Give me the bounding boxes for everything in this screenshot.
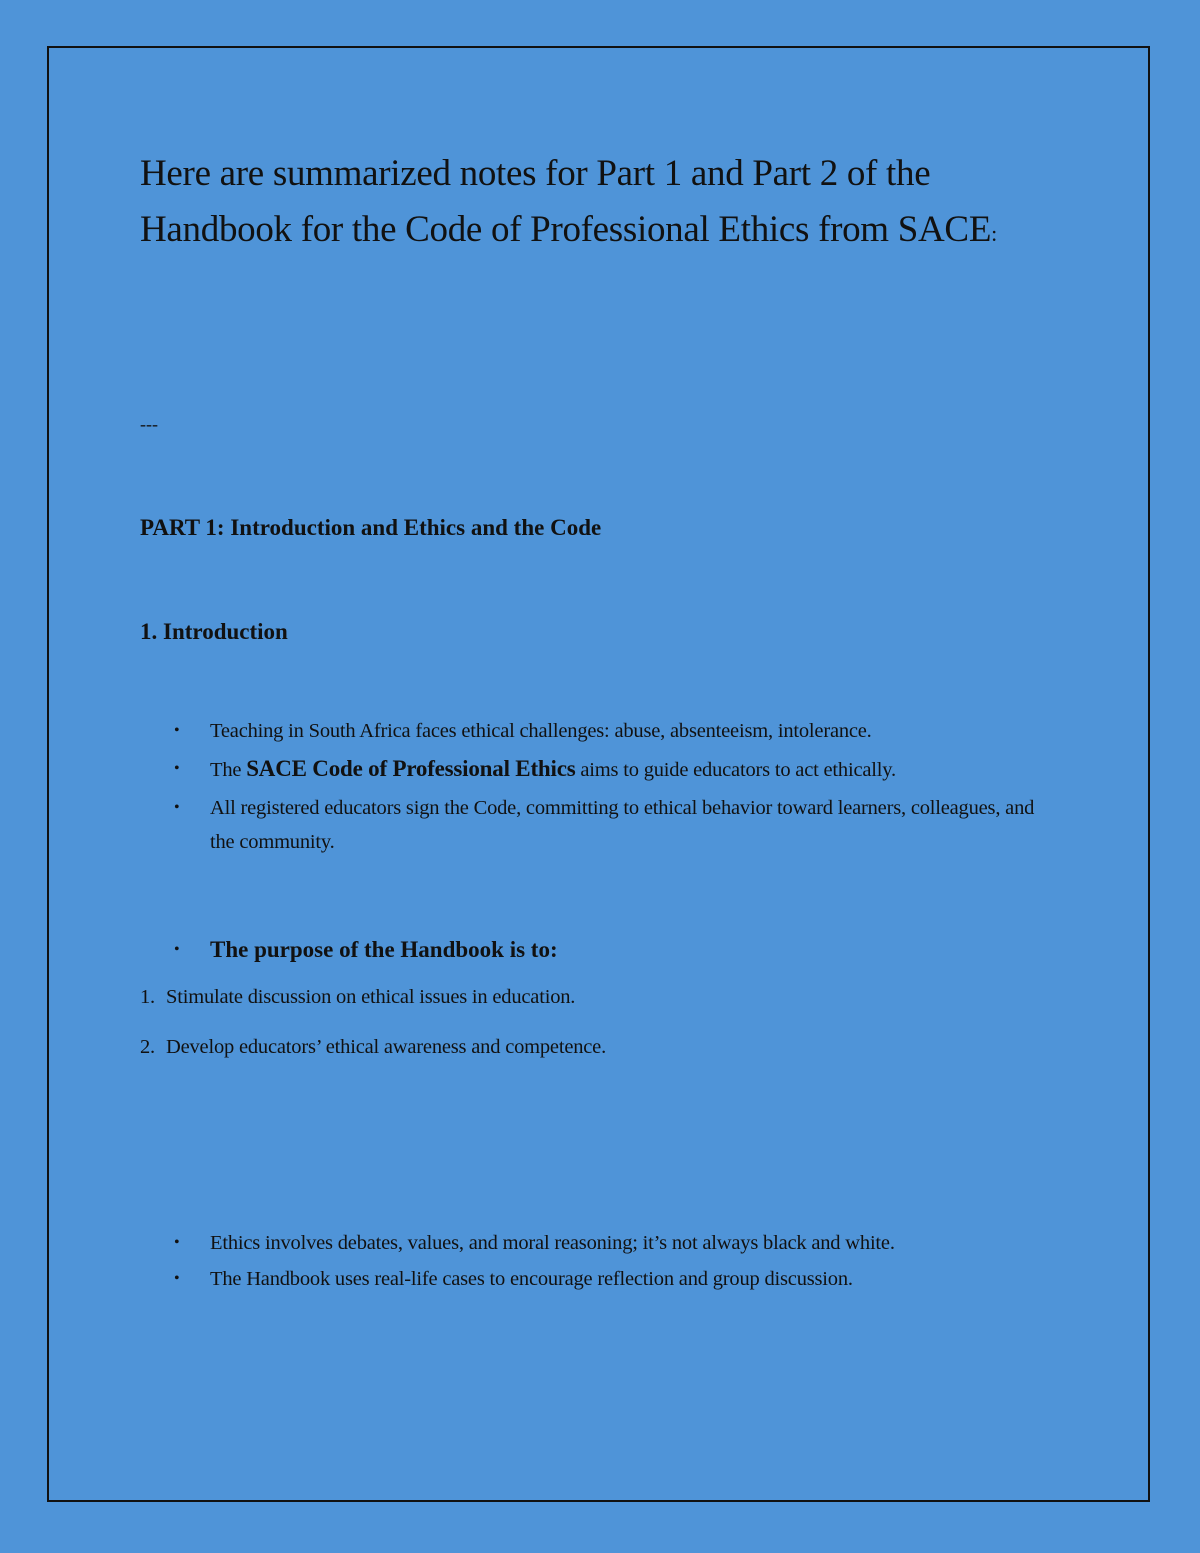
purpose-item-1 (140, 980, 575, 1014)
list-item-suffix: aims to guide educators to act ethically. (575, 759, 896, 781)
list-item-prefix: The (210, 759, 247, 781)
bullet-icon: • (174, 1234, 180, 1251)
divider-text: --- (140, 414, 158, 434)
list-item (140, 980, 575, 1014)
bullet-icon: • (174, 1270, 180, 1287)
list-item-text: Teaching in South Africa faces ethical challenges: abuse, absenteeism, intolerance. (210, 720, 872, 742)
document-title-text: Here are summarized notes for Part 1 and Part 2 of the Handbook for the Code of Professional Ethics from SACE (140, 153, 992, 250)
document-title-colon: : (991, 221, 997, 246)
list-item (140, 714, 1040, 748)
bullet-icon: • (174, 760, 180, 777)
code-name-emphasis: SACE Code of Professional Ethics (246, 756, 576, 781)
bullet-icon: • (174, 799, 180, 816)
ethics-bullet-list (140, 1226, 1040, 1296)
part1-heading: PART 1: Introduction and Ethics and the Code (140, 515, 602, 540)
purpose-heading-list (140, 932, 558, 968)
list-item (140, 1262, 1040, 1296)
list-item (140, 752, 1040, 787)
bullet-icon: • (174, 941, 180, 958)
purpose-heading (140, 932, 558, 968)
bullet-icon: • (174, 722, 180, 739)
list-item-text: Develop educators’ ethical awareness and competence. (166, 1036, 606, 1058)
intro-bullet-list (140, 714, 1040, 859)
list-item-text: All registered educators sign the Code, committing to ethical behavior toward learners, colleagues, and the community. (210, 797, 1035, 853)
list-item (140, 791, 1040, 859)
list-item (140, 1030, 606, 1064)
list-number: 1. (140, 986, 155, 1008)
list-number: 2. (140, 1036, 155, 1058)
document-title (140, 146, 1040, 262)
list-item-text: The Handbook uses real-life cases to encourage reflection and group discussion. (210, 1268, 853, 1290)
section-introduction-heading: 1. Introduction (140, 619, 288, 644)
purpose-heading-text: The purpose of the Handbook is to: (210, 937, 558, 962)
list-item-text: Stimulate discussion on ethical issues in education. (166, 986, 576, 1008)
purpose-item-2 (140, 1030, 606, 1064)
list-item (140, 1226, 930, 1260)
list-item-text: Ethics involves debates, values, and moral reasoning; it’s not always black and white. (210, 1232, 895, 1254)
